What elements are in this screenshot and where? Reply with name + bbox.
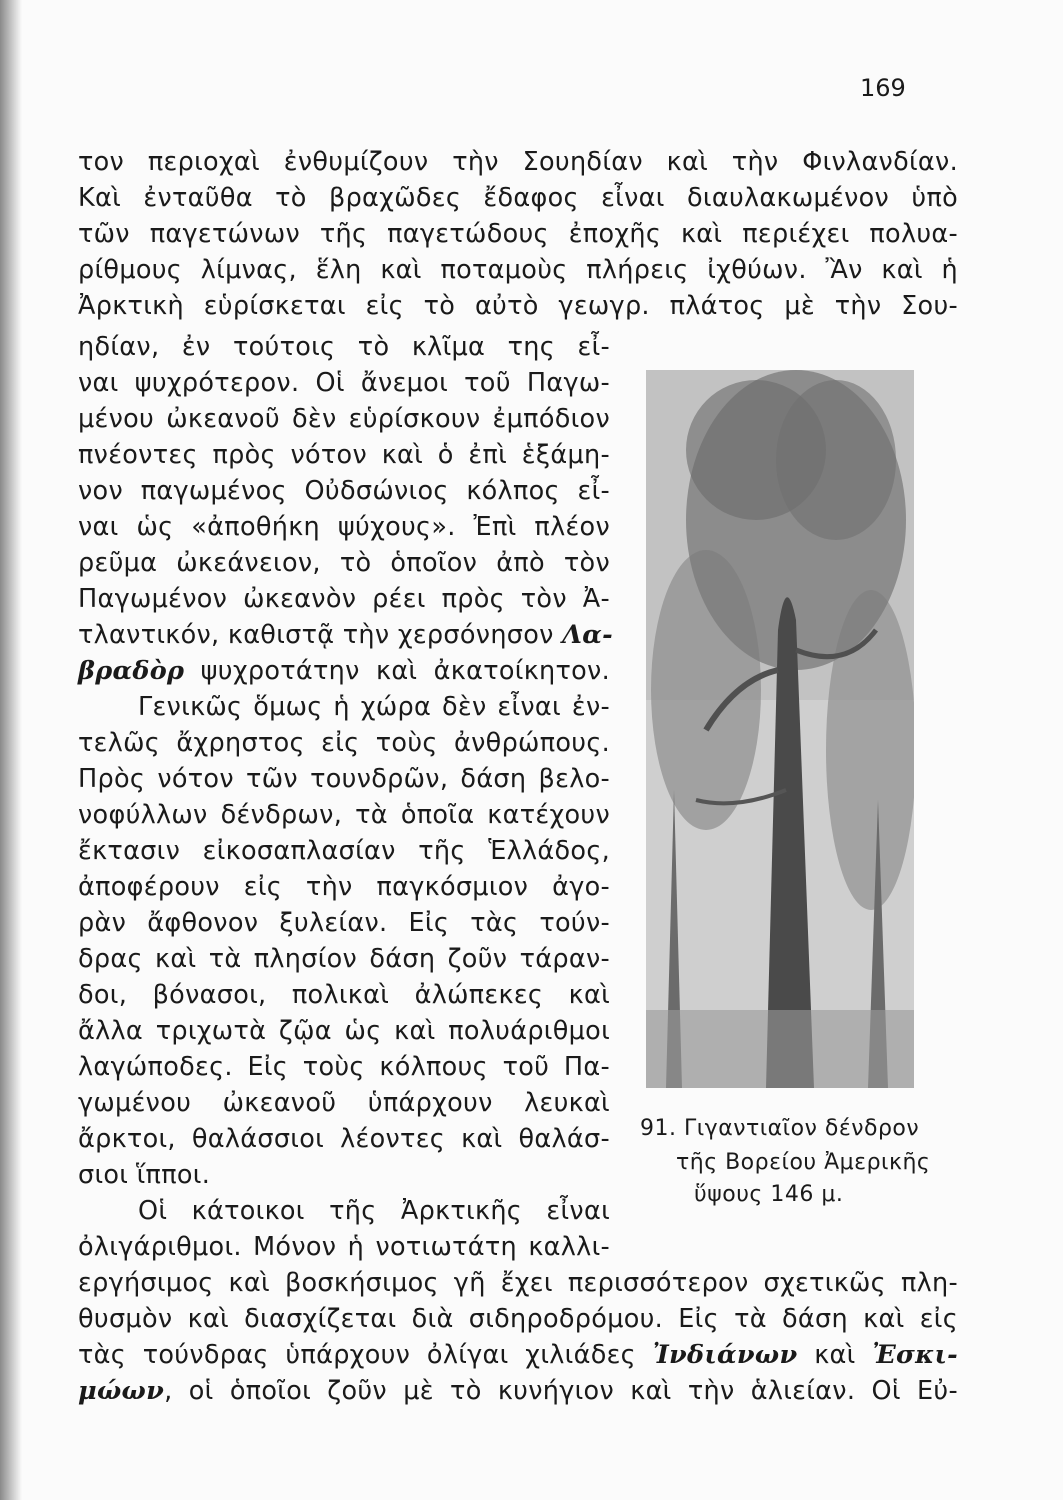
figure-caption-line: τῆς Βορείου Ἀμερικῆς xyxy=(676,1150,931,1175)
emphasis-labrador-end: βραδὸρ xyxy=(78,656,185,686)
text-line: τελῶς ἄχρηστος εἰς τοὺς ἀνθρώπους. xyxy=(78,728,610,758)
figure-caption-line: 91. Γιγαντιαῖον δένδρον xyxy=(640,1116,920,1141)
text-line: ἄλλα τριχωτὰ ζῷα ὡς καὶ πολυάριθμοι xyxy=(78,1016,610,1046)
emphasis-eskimos: Ἐσκι- xyxy=(872,1340,959,1370)
text-line-eskimos xyxy=(78,1376,958,1406)
text-line: νον παγωμένος Οὐδσώνιος κόλπος εἶ- xyxy=(78,476,610,506)
text-line: μένου ὠκεανοῦ δὲν εὑρίσκουν ἐμπόδιον xyxy=(78,404,610,434)
text-line xyxy=(78,656,611,686)
text-line: εργήσιμος καὶ βοσκήσιμος γῆ ἔχει περισσότερον σχετικῶς πλη- xyxy=(78,1268,958,1298)
text-line: νοφύλλων δένδρων, τὰ ὁποῖα κατέχουν xyxy=(78,800,610,830)
text-line: Παγωμένον ὠκεανὸν ρέει πρὸς τὸν Ἀ- xyxy=(78,584,610,614)
text-line: πνέοντες πρὸς νότον καὶ ὁ ἐπὶ ἑξάμη- xyxy=(78,440,610,470)
text-line: ναι ὡς «ἀποθήκη ψύχους». Ἐπὶ πλέον xyxy=(78,512,610,542)
text-line: γωμένου ὠκεανοῦ ὑπάρχουν λευκαὶ xyxy=(78,1088,610,1118)
figure-caption-line: ὕψους 146 μ. xyxy=(694,1182,844,1207)
emphasis-eskimos-end: μώων xyxy=(78,1376,165,1406)
text-line: ἄρκτοι, θαλάσσιοι λέοντες καὶ θαλάσ- xyxy=(78,1124,610,1154)
text-segment: , οἱ ὁποῖοι ζοῦν μὲ τὸ κυνήγιον καὶ τὴν ἁλιείαν. Οἱ Εὐ- xyxy=(164,1376,958,1406)
text-line: ρεῦμα ὠκεάνειον, τὸ ὁποῖον ἀπὸ τὸν xyxy=(78,548,610,578)
text-line: Καὶ ἐνταῦθα τὸ βραχῶδες ἔδαφος εἶναι διαυλακωμένον ὑπὸ xyxy=(78,183,958,213)
text-line: ἔκτασιν εἰκοσαπλασίαν τῆς Ἑλλάδος, xyxy=(78,836,610,866)
book-spine-shadow xyxy=(0,0,22,1500)
giant-tree-figure xyxy=(646,370,914,1088)
text-line: ηδίαν, ἐν τούτοις τὸ κλῖμα της εἶ- xyxy=(78,332,610,362)
text-line: δοι, βόνασοι, πολικαὶ ἀλώπεκες καὶ xyxy=(78,980,610,1010)
tree-illustration xyxy=(646,370,914,1088)
text-line-indians xyxy=(78,1340,959,1370)
text-segment: ψυχροτάτην καὶ ἀκατοίκητον. xyxy=(200,656,611,686)
text-line: Ἀρκτικὴ εὑρίσκεται εἰς τὸ αὐτὸ γεωγρ. πλάτος μὲ τὴν Σου- xyxy=(78,291,958,321)
paragraph-start: Γενικῶς ὅμως ἡ χώρα δὲν εἶναι ἐν- xyxy=(138,692,610,722)
text-line: Πρὸς νότον τῶν τουνδρῶν, δάση βελο- xyxy=(78,764,610,794)
emphasis-labrador: Λα- xyxy=(562,620,614,650)
text-line: τῶν παγετώνων τῆς παγετώδους ἐποχῆς καὶ περιέχει πολυα- xyxy=(78,219,958,249)
text-segment: καὶ xyxy=(814,1340,856,1370)
emphasis-indians: Ἰνδιάνων xyxy=(652,1340,798,1370)
page-number: 169 xyxy=(860,74,906,102)
text-line: ἀποφέρουν εἰς τὴν παγκόσμιον ἀγο- xyxy=(78,872,610,902)
text-segment: τλαντικόν, καθιστᾷ τὴν χερσόνησον xyxy=(78,620,554,650)
text-line: τον περιοχαὶ ἐνθυμίζουν τὴν Σουηδίαν καὶ τὴν Φινλανδίαν. xyxy=(78,147,958,177)
text-line: θυσμὸν καὶ διασχίζεται διὰ σιδηροδρόμου. Εἰς τὰ δάση καὶ εἰς xyxy=(78,1304,958,1334)
text-line: σιοι ἵπποι. xyxy=(78,1160,211,1190)
text-line-labrador xyxy=(78,620,614,650)
text-line: ὀλιγάριθμοι. Μόνον ἡ νοτιωτάτη καλλι- xyxy=(78,1232,610,1262)
text-line: λαγώποδες. Εἰς τοὺς κόλπους τοῦ Πα- xyxy=(78,1052,610,1082)
text-line: ναι ψυχρότερον. Οἱ ἄνεμοι τοῦ Παγω- xyxy=(78,368,610,398)
text-line: δρας καὶ τὰ πλησίον δάση ζοῦν τάραν- xyxy=(78,944,610,974)
text-line: ρὰν ἄφθονον ξυλείαν. Εἰς τὰς τούν- xyxy=(78,908,610,938)
text-segment: τὰς τούνδρας ὑπάρχουν ὀλίγαι χιλιάδες xyxy=(78,1340,636,1370)
paragraph-start: Οἱ κάτοικοι τῆς Ἀρκτικῆς εἶναι xyxy=(138,1196,610,1226)
text-line: ρίθμους λίμνας, ἕλη καὶ ποταμοὺς πλήρεις ἰχθύων. Ἂν καὶ ἡ xyxy=(78,255,958,285)
